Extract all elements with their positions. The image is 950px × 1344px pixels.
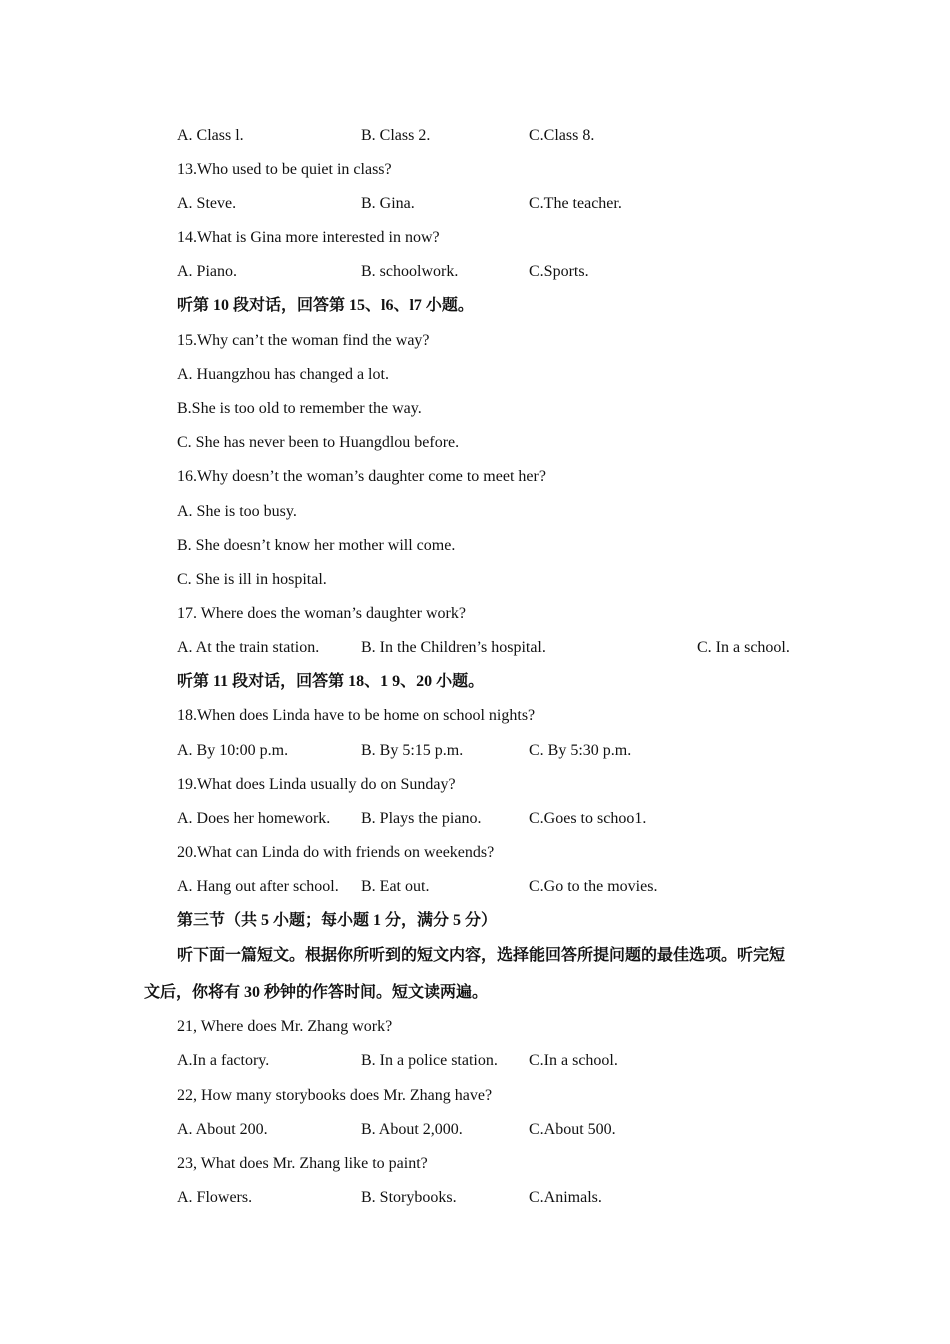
answer-option-a: A.In a factory. xyxy=(177,1052,270,1069)
answer-options-row xyxy=(0,125,950,147)
answer-option-a: A. Flowers. xyxy=(177,1189,253,1206)
question-text xyxy=(0,1085,950,1107)
answer-option-b: B. Storybooks. xyxy=(361,1189,457,1206)
answer-option-a: A. Class l. xyxy=(177,127,244,144)
question-text xyxy=(0,330,950,352)
question-text xyxy=(0,364,950,386)
question-text xyxy=(0,774,950,796)
section-heading xyxy=(0,945,950,967)
question-text xyxy=(0,501,950,523)
answer-option-a: A. Piano. xyxy=(177,263,237,280)
question-line: C. She is ill in hospital. xyxy=(177,571,327,588)
question-text xyxy=(0,398,950,420)
question-text xyxy=(0,466,950,488)
answer-option-c: C.Sports. xyxy=(529,263,589,280)
question-text xyxy=(0,603,950,625)
section-heading xyxy=(0,295,950,317)
question-line: 17. Where does the woman’s daughter work? xyxy=(177,605,466,622)
answer-option-a: A. By 10:00 p.m. xyxy=(177,742,289,759)
answer-option-c: C.Goes to schoo1. xyxy=(529,810,647,827)
answer-option-c: C.About 500. xyxy=(529,1121,616,1138)
answer-options-row xyxy=(0,637,950,659)
section-heading-text: 听第 11 段对话，回答第 18、1 9、20 小题。 xyxy=(177,673,485,690)
answer-option-c: C.Animals. xyxy=(529,1189,602,1206)
answer-option-b: B. Class 2. xyxy=(361,127,431,144)
answer-option-b: B. By 5:15 p.m. xyxy=(361,742,464,759)
question-line: 15.Why can’t the woman find the way? xyxy=(177,332,430,349)
question-text xyxy=(0,432,950,454)
answer-option-c: C.Class 8. xyxy=(529,127,595,144)
section-heading xyxy=(0,982,950,1004)
answer-options-row xyxy=(0,193,950,215)
question-line: 14.What is Gina more interested in now? xyxy=(177,229,440,246)
answer-option-b: B. In a police station. xyxy=(361,1052,498,1069)
section-heading xyxy=(0,671,950,693)
section-heading xyxy=(0,910,950,932)
question-text xyxy=(0,1153,950,1175)
question-line: 20.What can Linda do with friends on weekends? xyxy=(177,844,495,861)
question-text xyxy=(0,1016,950,1038)
question-text xyxy=(0,227,950,249)
answer-option-b: B. Plays the piano. xyxy=(361,810,482,827)
answer-option-a: A. Steve. xyxy=(177,195,237,212)
answer-option-c: C.Go to the movies. xyxy=(529,878,658,895)
answer-option-b: B. Eat out. xyxy=(361,878,430,895)
question-text xyxy=(0,569,950,591)
section-heading-text: 听第 10 段对话，回答第 15、l6、l7 小题。 xyxy=(177,297,474,314)
answer-option-c: C.The teacher. xyxy=(529,195,622,212)
question-line: B.She is too old to remember the way. xyxy=(177,400,422,417)
question-line: 21, Where does Mr. Zhang work? xyxy=(177,1018,393,1035)
answer-options-row xyxy=(0,1187,950,1209)
answer-options-row xyxy=(0,1050,950,1072)
question-text xyxy=(0,842,950,864)
question-line: B. She doesn’t know her mother will come. xyxy=(177,537,456,554)
question-text xyxy=(0,159,950,181)
answer-option-b: B. About 2,000. xyxy=(361,1121,463,1138)
answer-option-a: A. Hang out after school. xyxy=(177,878,339,895)
answer-options-row xyxy=(0,740,950,762)
answer-options-row xyxy=(0,261,950,283)
section-heading-text: 文后，你将有 30 秒钟的作答时间。短文读两遍。 xyxy=(144,984,489,1001)
answer-option-a: A. About 200. xyxy=(177,1121,268,1138)
question-line: 19.What does Linda usually do on Sunday? xyxy=(177,776,456,793)
question-line: A. Huangzhou has changed a lot. xyxy=(177,366,389,383)
question-line: 13.Who used to be quiet in class? xyxy=(177,161,392,178)
question-line: 22, How many storybooks does Mr. Zhang have? xyxy=(177,1087,493,1104)
question-line: 16.Why doesn’t the woman’s daughter come to meet her? xyxy=(177,468,546,485)
question-line: 18.When does Linda have to be home on school nights? xyxy=(177,707,536,724)
question-line: 23, What does Mr. Zhang like to paint? xyxy=(177,1155,428,1172)
answer-option-a: A. Does her homework. xyxy=(177,810,331,827)
answer-option-b: B. schoolwork. xyxy=(361,263,459,280)
answer-option-c: C. In a school. xyxy=(697,639,790,656)
answer-options-row xyxy=(0,808,950,830)
question-line: C. She has never been to Huangdlou before. xyxy=(177,434,460,451)
answer-option-c: C. By 5:30 p.m. xyxy=(529,742,632,759)
question-text xyxy=(0,535,950,557)
answer-option-a: A. At the train station. xyxy=(177,639,320,656)
answer-option-b: B. In the Children’s hospital. xyxy=(361,639,546,656)
answer-options-row xyxy=(0,1119,950,1141)
question-line: A. She is too busy. xyxy=(177,503,297,520)
answer-option-c: C.In a school. xyxy=(529,1052,618,1069)
answer-option-b: B. Gina. xyxy=(361,195,415,212)
answer-options-row xyxy=(0,876,950,898)
section-heading-text: 第三节（共 5 小题；每小题 1 分，满分 5 分） xyxy=(177,912,498,929)
question-text xyxy=(0,705,950,727)
section-heading-text: 听下面一篇短文。根据你所听到的短文内容，选择能回答所提问题的最佳选项。听完短 xyxy=(177,947,786,964)
